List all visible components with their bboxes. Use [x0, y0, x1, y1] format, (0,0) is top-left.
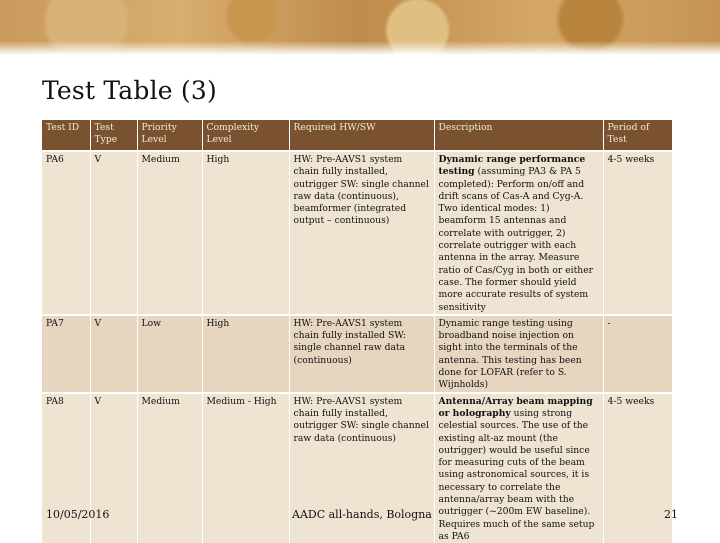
cell-complexity: Medium - High [202, 393, 289, 543]
cell-period: 4-5 weeks [603, 151, 672, 315]
cell-hw-sw: HW: Pre-AAVS1 system chain fully installed, outrigger SW: single channel raw data (continuous) [289, 393, 434, 543]
description-text: (assuming PA3 & PA 5 completed): Perform on/off and drift scans of Cas-A and Cyg-A. Two identical modes: 1) beamform 15 antennas and correlate with outrigger, 2) correlate outrigger with each antenna in the array. Measure ratio of Cas/Cyg in both or either case. The former should yield more accurate results of system sensitivity [438, 166, 594, 313]
cell-test-id: PA6 [42, 151, 90, 315]
cell-test-id: PA8 [42, 393, 90, 543]
footer-event: AADC all-hands, Bologna [292, 508, 432, 521]
header-complexity-level: Complexity Level [202, 120, 289, 151]
header-required-hw-sw: Required HW/SW [289, 120, 434, 151]
test-table-container [42, 120, 672, 543]
cell-hw-sw: HW: Pre-AAVS1 system chain fully installed, outrigger SW: single channel raw data (continuous), beamformer (integrated output – continuous) [289, 151, 434, 315]
table-row [42, 151, 672, 315]
cell-priority: Medium [137, 393, 202, 543]
cell-test-id: PA7 [42, 315, 90, 393]
description-text: Dynamic range testing using broadband noise injection on sight into the terminals of the antenna. This testing has been done for LOFAR (refer to S. Wijnholds) [438, 317, 582, 391]
table-row [42, 315, 672, 393]
header-test-id: Test ID [42, 120, 90, 151]
cell-hw-sw: HW: Pre-AAVS1 system chain fully installed SW: single channel raw data (continuous) [289, 315, 434, 393]
cell-test-type: V [90, 393, 137, 543]
footer-date: 10/05/2016 [46, 508, 110, 521]
description-text: using strong celestial sources. The use of the existing alt-az mount (the outrigger) would be useful since for measuring cuts of the beam using astronomical sources, it is necessary to correlate the antenna/array beam with the outrigger (~200m EW baseline). Requires much of the same setup as PA6 [438, 407, 595, 542]
cell-description [434, 151, 603, 315]
slide-title: Test Table (3) [42, 76, 217, 105]
cell-priority: Medium [137, 151, 202, 315]
footer-page-number: 21 [664, 508, 678, 521]
header-period-of-test: Period of Test [603, 120, 672, 151]
cell-period: - [603, 315, 672, 393]
cell-description [434, 393, 603, 543]
header-description: Description [434, 120, 603, 151]
header-test-type: Test Type [90, 120, 137, 151]
description-bold-text: Antenna/Array beam mapping or holography [438, 395, 593, 419]
cell-description [434, 315, 603, 393]
cell-complexity: High [202, 315, 289, 393]
test-table [42, 120, 673, 543]
header-priority-level: Priority Level [137, 120, 202, 151]
cell-complexity: High [202, 151, 289, 315]
cell-priority: Low [137, 315, 202, 393]
cell-test-type: V [90, 315, 137, 393]
header-banner-image [0, 0, 720, 55]
description-bold-text: Dynamic range performance testing [438, 154, 586, 178]
cell-test-type: V [90, 151, 137, 315]
cell-period: 4-5 weeks [603, 393, 672, 543]
table-header-row [42, 120, 672, 151]
